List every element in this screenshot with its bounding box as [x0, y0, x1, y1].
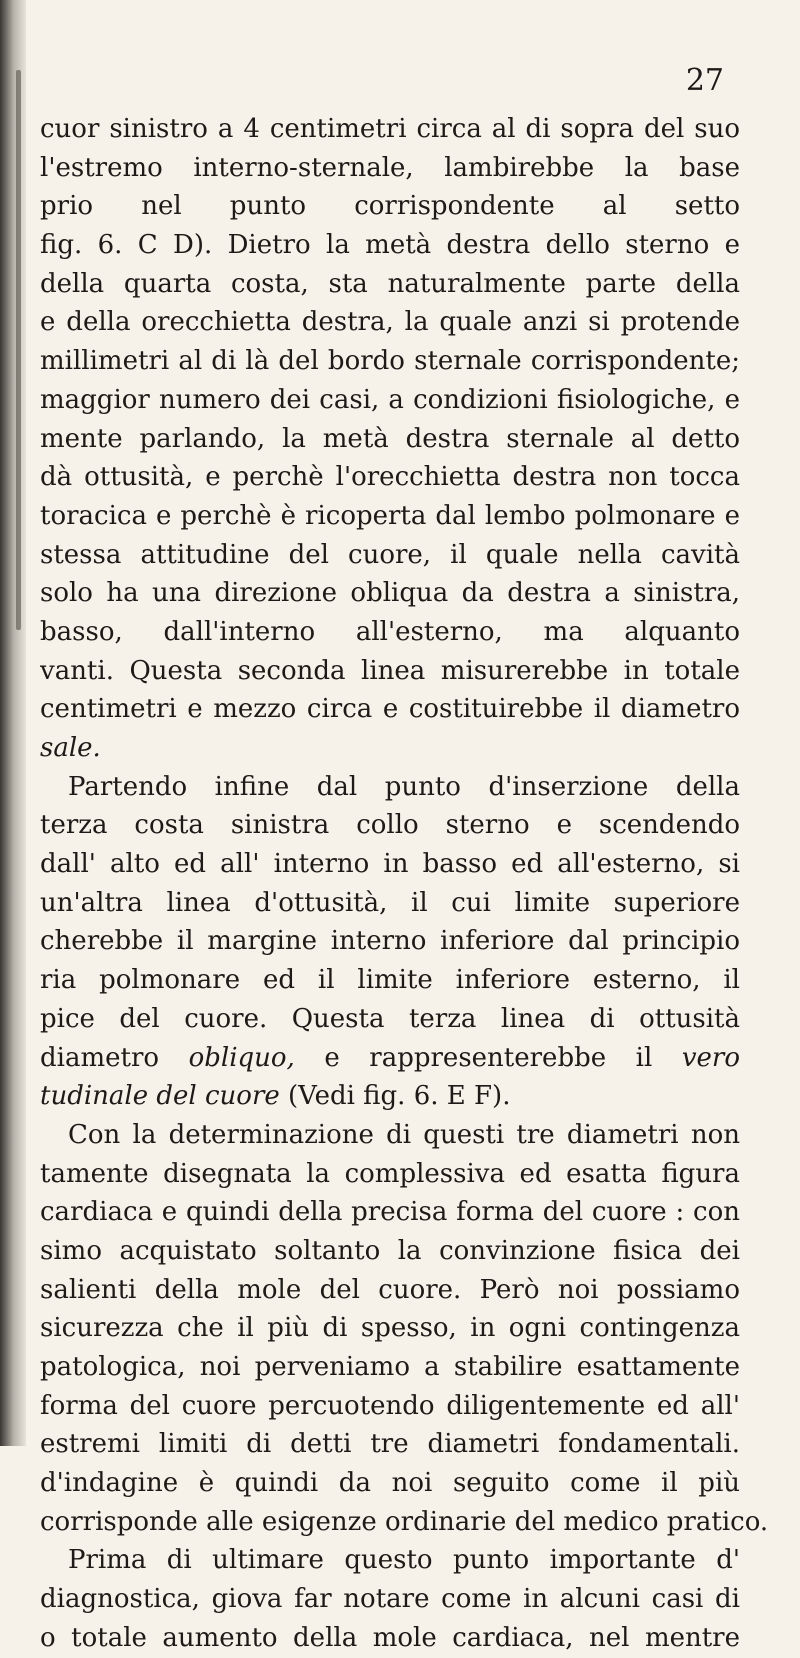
text-line: dall' alto ed all' interno in basso ed all'esterno, si	[40, 849, 740, 880]
italic-term: obliquo,	[188, 1042, 295, 1073]
text-line-mixed	[40, 1077, 740, 1116]
text-line: diagnostica, giova far notare come in alcuni casi di	[40, 1584, 740, 1615]
text-line: mente parlando, la metà destra sternale al detto	[40, 423, 740, 454]
text-line: millimetri al di là del bordo sternale corrispondente;	[40, 346, 740, 377]
text-line: Prima di ultimare questo punto importante d'	[68, 1545, 740, 1576]
text-line: stessa attitudine del cuore, il quale nella cavità	[40, 539, 740, 570]
text-line: dà ottusità, e perchè l'orecchietta destra non tocca	[40, 462, 740, 493]
text-line: cherebbe il margine interno inferiore dal principio	[40, 926, 740, 957]
text-line: forma del cuore percuotendo diligentemente ed all'	[40, 1390, 740, 1421]
text-line: della quarta costa, sta naturalmente parte della	[40, 268, 740, 299]
page-number: 27	[685, 63, 724, 98]
italic-term: del cuore	[156, 1081, 280, 1112]
body-text	[40, 110, 769, 1658]
text-line: corrisponde alle esigenze ordinarie del medico pratico.	[40, 1506, 769, 1537]
text-line: terza costa sinistra collo sterno e scendendo	[40, 810, 740, 841]
text-line: o totale aumento della mole cardiaca, nel mentre	[40, 1622, 740, 1653]
text-line: simo acquistato soltanto la convinzione fisica dei	[40, 1235, 740, 1266]
text-segment: e rappresenterebbe il	[324, 1042, 653, 1073]
text-line: un'altra linea d'ottusità, il cui limite superiore	[40, 887, 740, 918]
text-segment: (Vedi fig. 6. E F).	[288, 1081, 511, 1112]
text-line: tamente disegnata la complessiva ed esatta figura	[40, 1158, 740, 1189]
text-line: e della orecchietta destra, la quale anzi si protende	[40, 307, 740, 338]
text-segment: diametro	[40, 1042, 160, 1073]
text-line-mixed	[40, 690, 740, 729]
text-line: cardiaca e quindi della precisa forma del cuore : con	[40, 1197, 740, 1228]
text-line: sicurezza che il più di spesso, in ogni contingenza	[40, 1313, 740, 1344]
text-line: cuor sinistro a 4 centimetri circa al di sopra del suo	[40, 114, 740, 144]
text-line: estremi limiti di detti tre diametri fondamentali.	[40, 1429, 740, 1460]
text-line: ria polmonare ed il limite inferiore esterno, il	[40, 965, 740, 996]
text-line: maggior numero dei casi, a condizioni fisiologiche, e	[40, 384, 740, 415]
book-gutter-shadow	[0, 0, 26, 1446]
text-line: fig. 6. C D). Dietro la metà destra dello sterno e	[40, 230, 740, 261]
italic-term: sale.	[40, 733, 101, 763]
text-line: Partendo infine dal punto d'inserzione della	[68, 771, 740, 802]
text-line: basso, dall'interno all'esterno, ma alquanto	[40, 616, 740, 647]
text-line: pice del cuore. Questa terza linea di ottusità	[40, 1003, 740, 1034]
text-segment: centimetri e mezzo circa e costituirebbe il diametro	[40, 694, 740, 725]
text-line: prio nel punto corrispondente al setto	[40, 191, 740, 222]
text-line	[40, 729, 740, 768]
text-line: salienti della mole del cuore. Però noi possiamo	[40, 1274, 740, 1305]
text-line: patologica, noi perveniamo a stabilire esattamente	[40, 1352, 740, 1382]
text-line: vanti. Questa seconda linea misurerebbe in totale	[40, 655, 740, 686]
binding-mark	[16, 70, 21, 630]
text-line: d'indagine è quindi da noi seguito come il più	[40, 1468, 740, 1499]
text-line: Con la determinazione di questi tre diametri non	[68, 1119, 740, 1150]
text-line: l'estremo interno-sternale, lambirebbe la base	[40, 152, 740, 183]
italic-term: vero	[681, 1042, 740, 1073]
text-line: toracica e perchè è ricoperta dal lembo polmonare e	[40, 500, 740, 531]
text-line-mixed	[40, 1039, 740, 1078]
text-line: solo ha una direzione obliqua da destra a sinistra,	[40, 578, 740, 609]
italic-term: tudinale	[40, 1081, 149, 1112]
